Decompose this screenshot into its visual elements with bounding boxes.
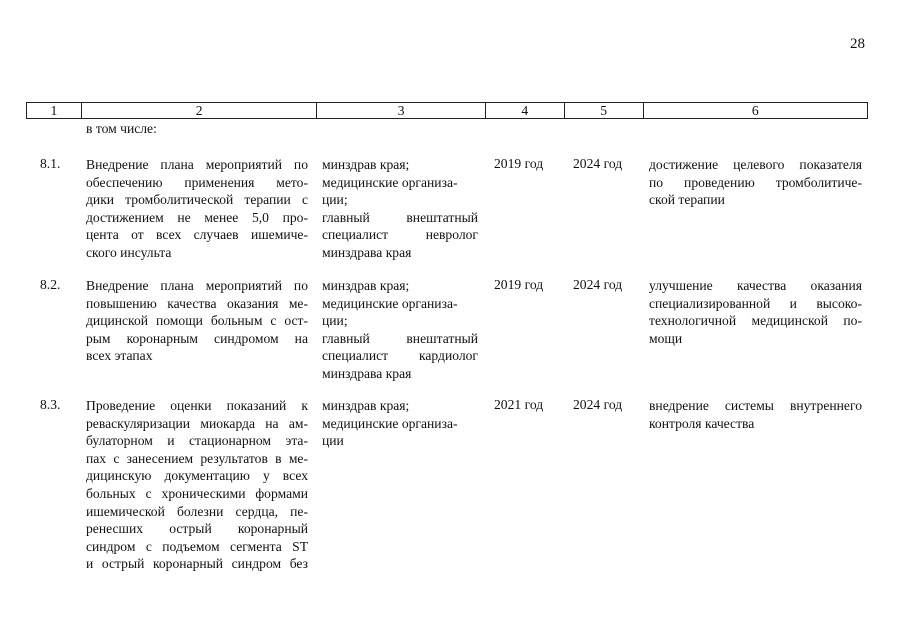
row-result: улучшение качества оказания специализированной и высоко- технологичной медицинской по- мощи	[649, 278, 862, 346]
row-description: Внедрение плана мероприятий по повышению качества оказания ме- дицинской помощи больным с ост- рым коронарным синдромом на всех этапах	[86, 278, 308, 364]
row-year-end: 2024 год	[573, 397, 623, 412]
row-responsible: минздрав края; медицинские организа- ции	[322, 398, 458, 449]
row-description: Проведение оценки показаний к реваскуляризации миокарда на ам- булаторном и стационарном эта- пах с занесением результатов в ме- дицинскую документацию у всех больных с хроническими формами ишемической болезни сердца, пе- ренесших острый коронарный синдром с подъемом сегмента ST и острый коронарный синдром без	[86, 398, 308, 572]
row-year-end: 2024 год	[573, 277, 623, 292]
row-year-start: 2021 год	[494, 397, 544, 412]
header-col-3: 3	[316, 103, 485, 118]
row-result: достижение целевого показателя по проведению тромболитиче- ской терапии	[649, 157, 862, 208]
row-result: внедрение системы внутреннего контроля качества	[649, 398, 862, 431]
row-responsible: минздрав края; медицинские организа- ции; главный внештатный специалист невролог минздрава края	[322, 157, 478, 260]
row-responsible: минздрав края; медицинские организа- ции; главный внештатный специалист кардиолог минздрава края	[322, 278, 478, 381]
header-col-6: 6	[643, 103, 867, 118]
header-col-5: 5	[564, 103, 643, 118]
row-number: 8.2.	[40, 277, 61, 292]
row-year-start: 2019 год	[494, 277, 544, 292]
table-header	[26, 102, 868, 119]
row-year-end: 2024 год	[573, 156, 623, 171]
row-year-start: 2019 год	[494, 156, 544, 171]
page-number: 28	[850, 36, 865, 52]
header-col-1: 1	[50, 103, 58, 118]
row-number: 8.1.	[40, 156, 61, 171]
header-col-4: 4	[485, 103, 564, 118]
row-number: 8.3.	[40, 397, 61, 412]
header-col-2: 2	[81, 103, 316, 118]
row-description: Внедрение плана мероприятий по обеспечению применения мето- дики тромболитической терапии с достижением не менее 5,0 про- цента от всех случаев ишемиче- ского инсульта	[86, 157, 308, 260]
subheading: в том числе:	[86, 121, 157, 136]
